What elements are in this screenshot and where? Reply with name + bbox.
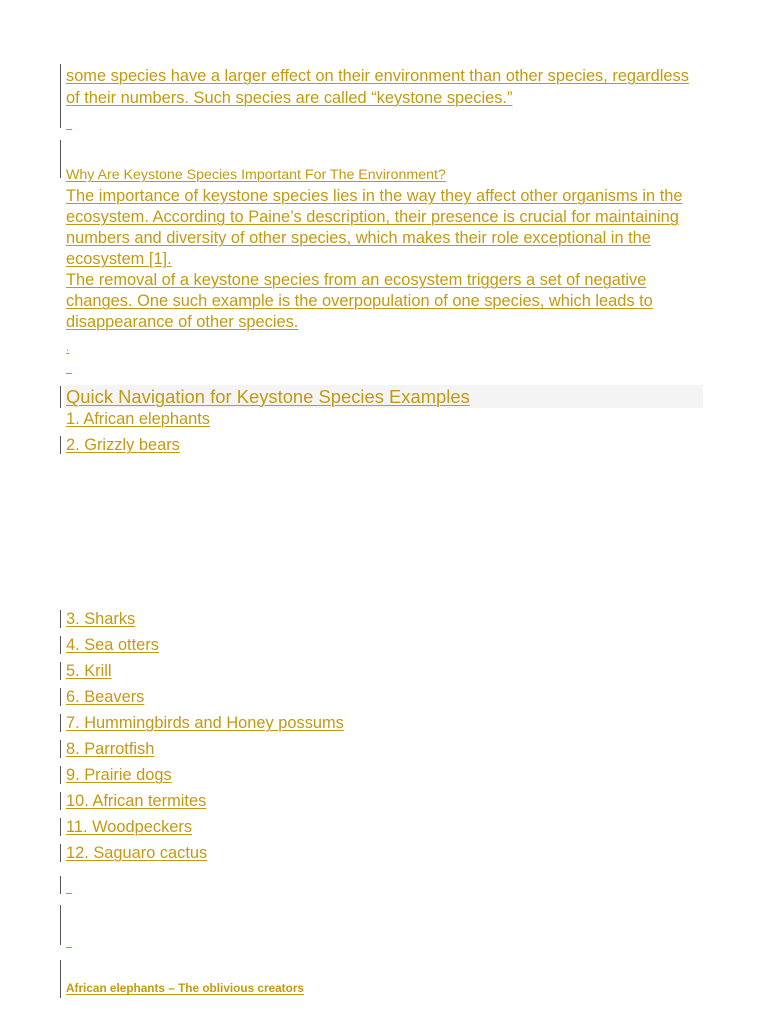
- why-section-body: [66, 186, 711, 333]
- margin-bar: [60, 140, 61, 178]
- empty-link-marker[interactable]: [66, 362, 72, 374]
- quick-navigation-title[interactable]: Quick Navigation for Keystone Species Examples: [66, 386, 470, 407]
- nav-item-sharks[interactable]: 3. Sharks: [66, 610, 136, 628]
- margin-bar: [60, 844, 61, 862]
- intro-paragraph[interactable]: some species have a larger effect on their environment than other species, regardless of their numbers. Such species are called “keystone species.”: [66, 67, 689, 107]
- margin-bar: [60, 662, 61, 680]
- margin-bar: [60, 960, 61, 998]
- why-section-heading[interactable]: Why Are Keystone Species Important For The Environment?: [66, 167, 446, 183]
- nav-item-parrotfish[interactable]: 8. Parrotfish: [66, 740, 155, 758]
- margin-bar: [60, 766, 61, 784]
- margin-bar: [60, 610, 61, 628]
- why-paragraph-1[interactable]: The importance of keystone species lies in the way they affect other organisms in the ecosystem. According to Paine’s description, their presence is crucial for maintaining numbers and diversity of other species, which makes their role exceptional in the ecosystem [1].: [66, 187, 683, 268]
- margin-bar: [60, 818, 61, 836]
- nav-item-hummingbirds-honey-possums[interactable]: 7. Hummingbirds and Honey possums: [66, 714, 344, 732]
- margin-bar: [60, 740, 61, 758]
- nav-item-krill[interactable]: 5. Krill: [66, 662, 112, 680]
- empty-link-marker[interactable]: [66, 118, 72, 130]
- margin-bar: [60, 876, 61, 894]
- margin-bar: [60, 436, 61, 454]
- quick-navigation-header: [64, 385, 703, 408]
- empty-link-marker[interactable]: [66, 936, 72, 948]
- nav-item-woodpeckers[interactable]: 11. Woodpeckers: [66, 818, 193, 836]
- section-title-african-elephants[interactable]: African elephants – The oblivious creators: [66, 981, 304, 995]
- empty-link-marker[interactable]: [66, 882, 72, 894]
- margin-bar: [60, 905, 61, 945]
- nav-item-african-termites[interactable]: 10. African termites: [66, 792, 207, 810]
- why-paragraph-2[interactable]: The removal of a keystone species from an ecosystem triggers a set of negative changes. One such example is the overpopulation of one species, which leads to disappearance of other species.: [66, 271, 653, 331]
- nav-item-saguaro-cactus[interactable]: 12. Saguaro cactus: [66, 844, 208, 862]
- nav-item-sea-otters[interactable]: 4. Sea otters: [66, 636, 159, 654]
- margin-bar: [60, 386, 61, 408]
- nav-item-beavers[interactable]: 6. Beavers: [66, 688, 145, 706]
- nav-item-african-elephants[interactable]: 1. African elephants: [66, 410, 210, 428]
- margin-bar: [60, 688, 61, 706]
- empty-link-marker[interactable]: .: [66, 342, 70, 354]
- margin-bar: [60, 64, 61, 128]
- nav-item-prairie-dogs[interactable]: 9. Prairie dogs: [66, 766, 172, 784]
- margin-bar: [60, 636, 61, 654]
- margin-bar: [60, 792, 61, 810]
- nav-item-grizzly-bears[interactable]: 2. Grizzly bears: [66, 436, 180, 454]
- margin-bar: [60, 714, 61, 732]
